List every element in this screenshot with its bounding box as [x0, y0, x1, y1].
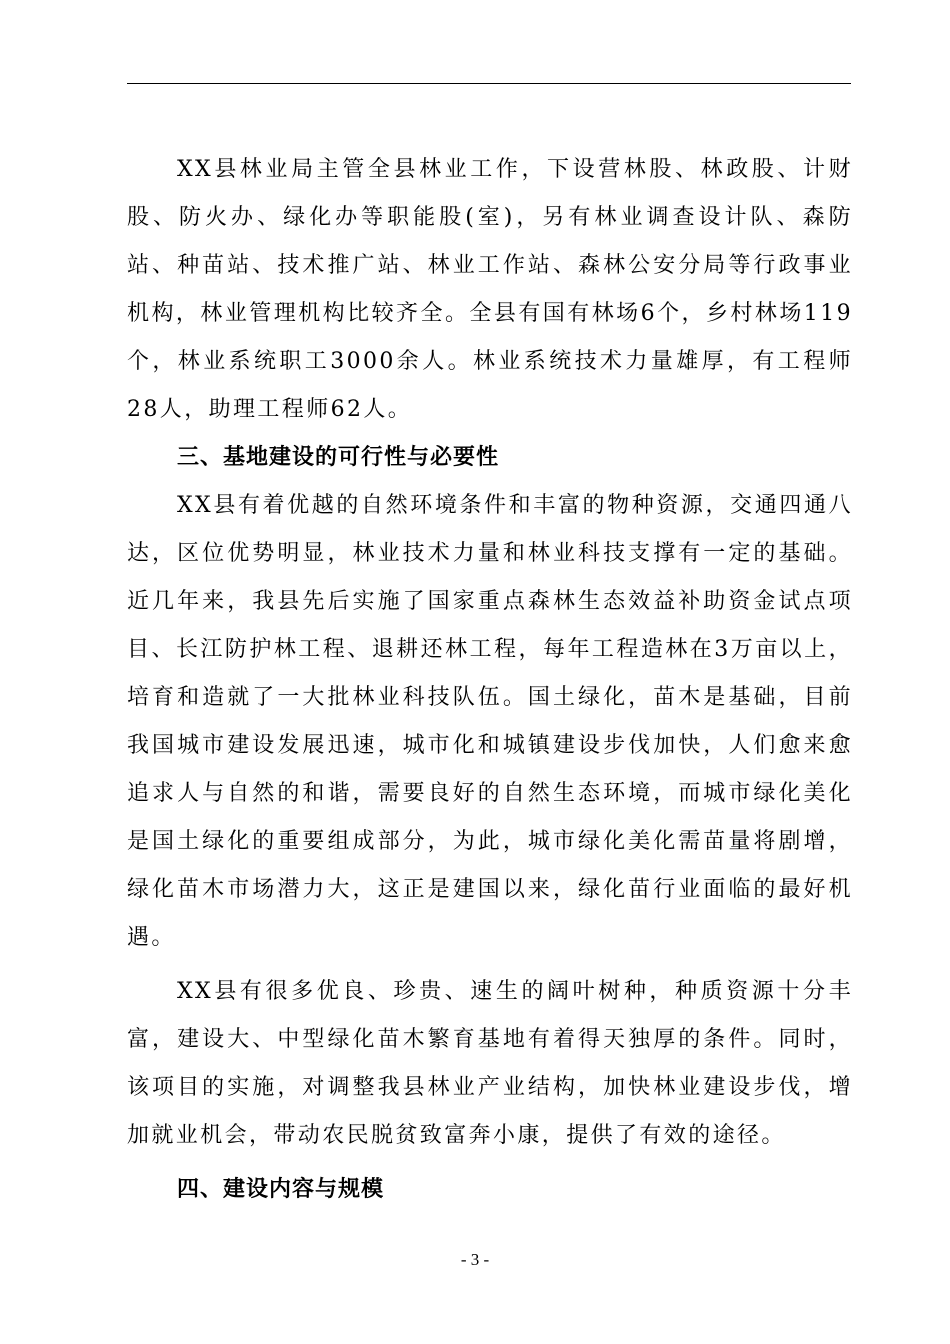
section-heading-construction: 四、建设内容与规模: [177, 1177, 385, 1202]
section-heading-feasibility: 三、基地建设的可行性与必要性: [177, 445, 500, 470]
header-rule: [127, 83, 851, 84]
document-body: [127, 146, 853, 1214]
paragraph-tree-species: XX县有很多优良、珍贵、速生的阔叶树种，种质资源十分丰富，建设大、中型绿化苗木繁育基地有着得天独厚的条件。同时，该项目的实施，对调整我县林业产业结构，加快林业建设步伐，增加就业机会，带动农民脱贫致富奔小康，提供了有效的途径。: [127, 979, 853, 1148]
paragraph-feasibility: XX县有着优越的自然环境条件和丰富的物种资源，交通四通八达，区位优势明显，林业技术力量和林业科技支撑有一定的基础。近几年来，我县先后实施了国家重点森林生态效益补助资金试点项目、长江防护林工程、退耕还林工程，每年工程造林在3万亩以上，培育和造就了一大批林业科技队伍。国土绿化，苗木是基础，目前我国城市建设发展迅速，城市化和城镇建设步伐加快，人们愈来愈追求人与自然的和谐，需要良好的自然生态环境，而城市绿化美化是国土绿化的重要组成部分，为此，城市绿化美化需苗量将剧增，绿化苗木市场潜力大，这正是建国以来，绿化苗行业面临的最好机遇。: [127, 493, 853, 950]
paragraph-forestry-bureau: XX县林业局主管全县林业工作，下设营林股、林政股、计财股、防火办、绿化办等职能股(室)，另有林业调查设计队、森防站、种苗站、技术推广站、林业工作站、森林公安分局等行政事业机构，林业管理机构比较齐全。全县有国有林场6个，乡村林场119个，林业系统职工3000余人。林业系统技术力量雄厚，有工程师28人，助理工程师62人。: [127, 157, 853, 422]
page-number: - 3 -: [460, 1250, 490, 1269]
